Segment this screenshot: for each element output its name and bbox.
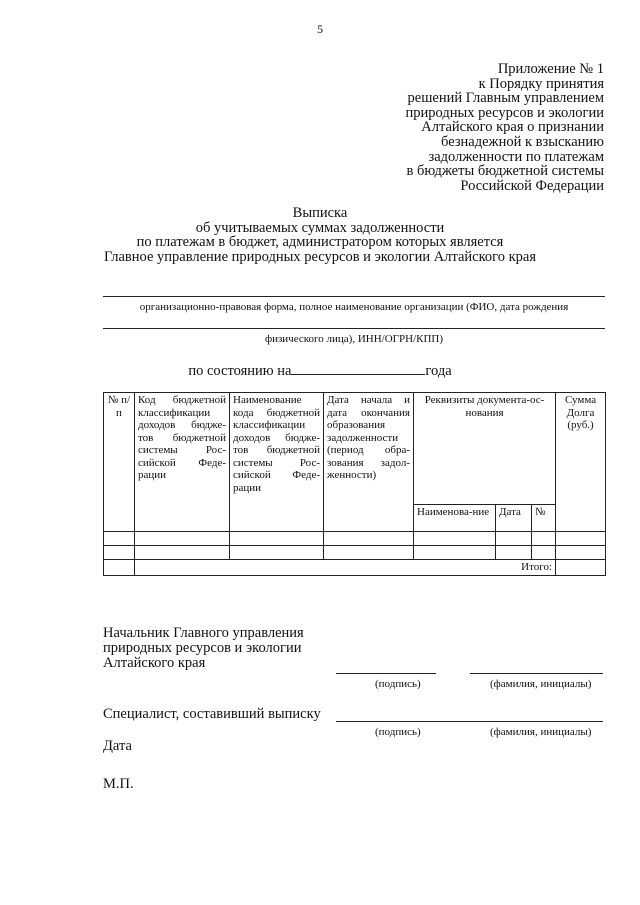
- title-line: об учитываемых суммах задолженности: [195, 219, 445, 236]
- date-label: Дата: [103, 738, 132, 754]
- appendix-line: Приложение № 1: [497, 61, 604, 77]
- header-kbk-name: Наименование кода бюджетной классификации доходов бюдже-тов бюджетной системы Рос-сийской Феде-рации: [230, 393, 324, 532]
- title-line: Выписка: [292, 205, 348, 221]
- appendix-line: безнадежной к взысканию: [441, 133, 604, 150]
- org-details-line: [103, 328, 605, 329]
- subheader-num: №: [532, 505, 556, 532]
- header-num: № п/п: [104, 393, 135, 532]
- title-line: по платежам в бюджет, администратором которых является: [136, 234, 504, 251]
- table-row: [104, 546, 606, 560]
- appendix-line: задолженности по платежам: [428, 148, 604, 165]
- subheader-date: Дата: [496, 505, 532, 532]
- subheader-name: Наименова-ние: [414, 505, 496, 532]
- as-of-suffix: года: [425, 363, 452, 379]
- org-caption-1: организационно-правовая форма, полное наименование организации (ФИО, дата рождения: [139, 301, 569, 313]
- header-dates: Дата начала и дата окончания образования задолженности (период обра-зования задол-женности): [324, 393, 414, 532]
- table-row: [104, 532, 606, 546]
- specialist-signature-line: [336, 721, 603, 722]
- head-signature-caption: (подпись): [375, 678, 421, 690]
- appendix-line: решений Главным управлением: [407, 90, 604, 107]
- table-total-row: [104, 560, 606, 576]
- specialist-signature-caption: (подпись): [375, 726, 421, 738]
- header-sum: Сумма Долга (руб.): [556, 393, 606, 532]
- debt-table: [103, 392, 606, 576]
- as-of-prefix: по состоянию на: [188, 363, 292, 379]
- head-name-caption: (фамилия, инициалы): [490, 678, 592, 690]
- appendix-line: в бюджеты бюджетной системы: [406, 163, 604, 180]
- appendix-line: к Порядку принятия: [478, 75, 604, 92]
- header-kbk: Код бюджетной классификации доходов бюдже-тов бюджетной системы Рос-сийской Феде-рации: [135, 393, 230, 532]
- table-header-row: [104, 393, 606, 505]
- appendix-line: Российской Федерации: [460, 177, 604, 194]
- specialist-label: Специалист, составивший выписку: [103, 706, 321, 722]
- head-name-line: [470, 673, 603, 674]
- stamp-label: М.П.: [103, 776, 134, 792]
- org-caption-2: физического лица), ИНН/ОГРН/КПП): [264, 333, 444, 345]
- header-docs: Реквизиты документа-ос-нования: [414, 393, 556, 505]
- head-line: Алтайского края: [103, 655, 206, 671]
- org-name-line: [103, 296, 605, 297]
- total-label: Итого:: [135, 560, 556, 576]
- appendix-line: природных ресурсов и экологии: [405, 104, 604, 121]
- appendix-header: [370, 62, 604, 193]
- head-line: Начальник Главного управления: [103, 625, 304, 641]
- as-of-date: [0, 362, 640, 380]
- head-signature-line: [336, 673, 436, 674]
- page-number: 5: [317, 22, 323, 36]
- as-of-blank: [291, 362, 425, 375]
- head-line: природных ресурсов и экологии: [103, 640, 302, 656]
- specialist-name-caption: (фамилия, инициалы): [490, 726, 592, 738]
- title-line: Главное управление природных ресурсов и экологии Алтайского края: [103, 248, 537, 265]
- document-title: [60, 206, 580, 264]
- head-title: [103, 626, 304, 671]
- appendix-line: Алтайского края о признании: [421, 119, 604, 136]
